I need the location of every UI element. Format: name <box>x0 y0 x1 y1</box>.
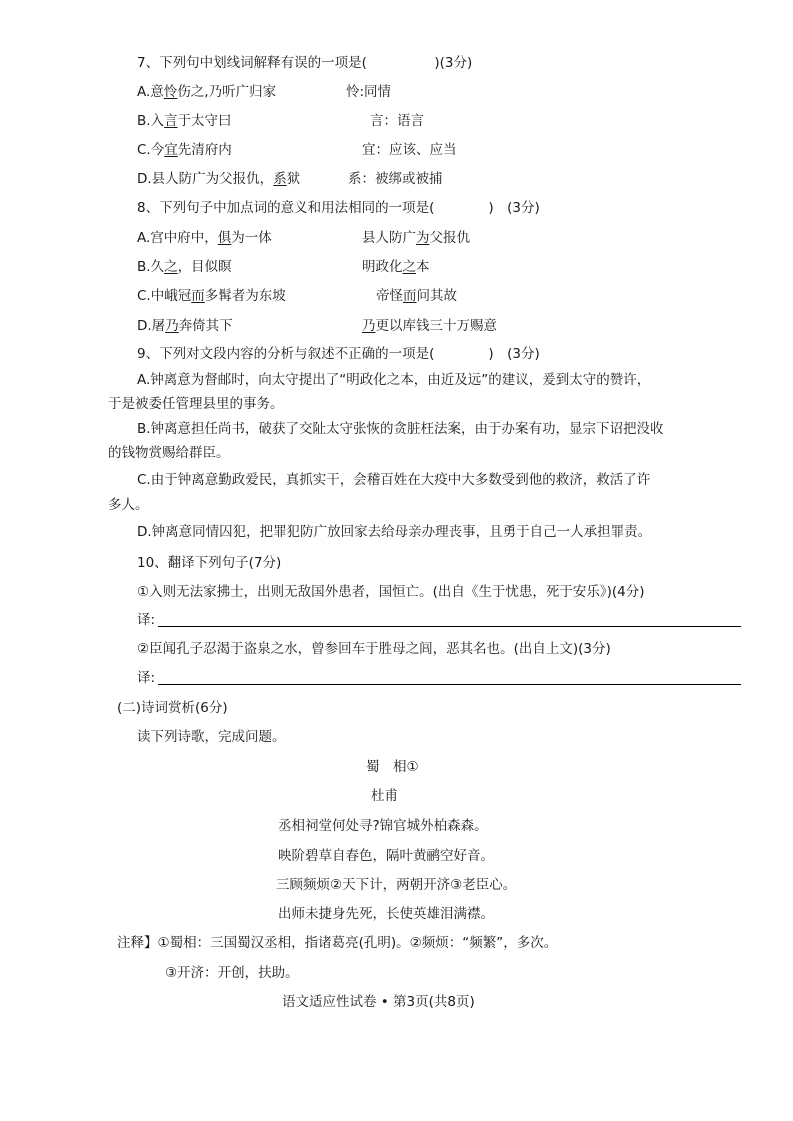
q8-b-r-word: 之 <box>402 259 416 275</box>
q7-a-post: 伤之,乃听广归家 <box>177 84 277 100</box>
q8-option-c <box>137 287 286 305</box>
q8-c-post: 多髯者为东坡 <box>204 288 286 304</box>
q8-option-a <box>137 229 272 247</box>
q8-d-r-post: 更以库钱三十万赐意 <box>375 318 497 334</box>
poem-notes-line-1: 注释】①蜀相：三国蜀汉丞相，指诸葛亮(孔明)。②频烦：“频繁”，多次。 <box>117 935 558 951</box>
q7-d-pre: D.县人防广为父报仇， <box>137 171 274 187</box>
q8-a-r-word: 为 <box>416 230 430 246</box>
q10-translate-label-1: 译: <box>137 612 156 628</box>
q7-stem: 7、下列句中划线词解释有误的一项是( )(3分) <box>137 55 473 71</box>
q8-option-b <box>137 258 232 276</box>
q8-c-right <box>376 287 457 305</box>
q10-stem: 10、翻译下列句子(7分) <box>137 555 282 571</box>
q9-option-b-line2: 的钱物赏赐给群臣。 <box>108 445 230 461</box>
q9-option-c-line1: C.由于钟离意勤政爱民，真抓实干，会稽百姓在大疫中大多数受到他的救济，救活了许 <box>137 472 651 488</box>
q9-option-c-line2: 多人。 <box>108 497 149 513</box>
part2-heading: (二)诗词赏析(6分) <box>117 700 228 716</box>
q7-option-b <box>137 112 232 130</box>
q9-stem: 9、下列对文段内容的分析与叙述不正确的一项是( ) (3分) <box>137 346 540 362</box>
poem-line-3: 三顾频烦②天下计，两朝开济③老臣心。 <box>276 877 517 893</box>
q8-stem: 8、下列句子中加点词的意义和用法相同的一项是( ) (3分) <box>137 200 540 216</box>
q9-option-d: D.钟离意同情囚犯，把罪犯防广放回家去给母亲办理丧事，且勇于自己一人承担罪责。 <box>137 524 652 540</box>
q8-c-r-pre: 帝怪 <box>376 288 403 304</box>
q10-translate-label-2: 译: <box>137 670 156 686</box>
part2-intro: 读下列诗歌，完成问题。 <box>137 729 286 745</box>
q7-option-c <box>137 141 232 159</box>
q8-d-pre: D.屠 <box>137 318 166 334</box>
q7-b-word: 言 <box>164 113 178 129</box>
q7-option-d <box>137 170 300 188</box>
q10-answer-line-2[interactable] <box>158 684 741 685</box>
q8-d-r-word: 乃 <box>362 318 376 334</box>
q8-c-pre: C.中峨冠 <box>137 288 192 304</box>
poem-line-2: 映阶碧草自春色，隔叶黄鹂空好音。 <box>278 848 494 864</box>
q7-a-explanation: 怜:同情 <box>346 84 392 100</box>
q7-d-word: 系 <box>273 171 287 187</box>
q8-b-pre: B.久 <box>137 259 165 275</box>
q8-b-r-pre: 明政化 <box>362 259 403 275</box>
q7-c-pre: C.今 <box>137 142 165 158</box>
q8-b-post: ，目似瞑 <box>177 259 232 275</box>
page-footer: 语文适应性试卷 • 第3页(共8页) <box>282 994 475 1010</box>
q7-a-word: 怜 <box>163 84 178 100</box>
q10-sentence-2: ②臣闻孔子忍渴于盗泉之水，曾参回车于胜母之闾，恶其名也。(出自上文)(3分) <box>137 641 611 657</box>
q8-d-post: 奔倚其下 <box>178 318 233 334</box>
q7-c-word: 宜 <box>164 142 178 158</box>
poem-line-4: 出师未捷身先死，长使英雄泪满襟。 <box>278 906 494 922</box>
q10-sentence-1: ①入则无法家拂士，出则无敌国外患者，国恒亡。(出自《生于忧患，死于安乐》)(4分) <box>137 584 645 600</box>
q8-a-pre: A.宫中府中， <box>137 230 218 246</box>
q8-b-word: 之 <box>164 259 178 275</box>
q7-c-explanation: 宜：应该、应当 <box>362 142 457 158</box>
q9-option-b-line1: B.钟离意担任尚书，破获了交阯太守张恢的贪脏枉法案，由于办案有功，显宗下诏把没收 <box>137 421 664 437</box>
q8-a-post: 为一体 <box>231 230 272 246</box>
q7-d-explanation: 系：被绑或被捕 <box>348 171 443 187</box>
q8-b-r-post: 本 <box>416 259 430 275</box>
q8-a-right <box>362 229 470 247</box>
q7-option-a <box>137 83 276 101</box>
q9-option-a-line1: A.钟离意为督邮时，向太守提出了“明政化之本，由近及远”的建议，爰到太守的赞许， <box>137 372 651 388</box>
q7-d-post: 狱 <box>286 171 301 187</box>
q8-a-r-post: 父报仇 <box>429 230 470 246</box>
poem-notes-line-2: ③开济：开创，扶助。 <box>165 965 299 981</box>
q8-c-r-word: 而 <box>403 288 417 304</box>
q8-c-word: 而 <box>191 288 205 304</box>
q8-a-r-pre: 县人防广 <box>362 230 416 246</box>
poem-line-1: 丞相祠堂何处寻?锦官城外柏森森。 <box>278 818 488 834</box>
q7-b-post: 于太守曰 <box>177 113 232 129</box>
q8-d-right <box>362 317 497 335</box>
poem-title: 蜀 相① <box>366 759 419 775</box>
poem-author: 杜甫 <box>371 788 398 804</box>
q8-a-word: 俱 <box>217 230 232 246</box>
q8-option-d <box>137 317 233 335</box>
q7-b-explanation: 言：语言 <box>370 113 424 129</box>
q8-d-word: 乃 <box>165 318 179 334</box>
q9-option-a-line2: 于是被委任管理县里的事务。 <box>108 396 284 412</box>
q7-b-pre: B.入 <box>137 113 165 129</box>
q10-answer-line-1[interactable] <box>158 626 741 627</box>
q7-a-pre: A.意 <box>137 84 164 100</box>
q7-c-post: 先清府内 <box>177 142 232 158</box>
q8-c-r-post: 问其故 <box>416 288 457 304</box>
q8-b-right <box>362 258 430 276</box>
